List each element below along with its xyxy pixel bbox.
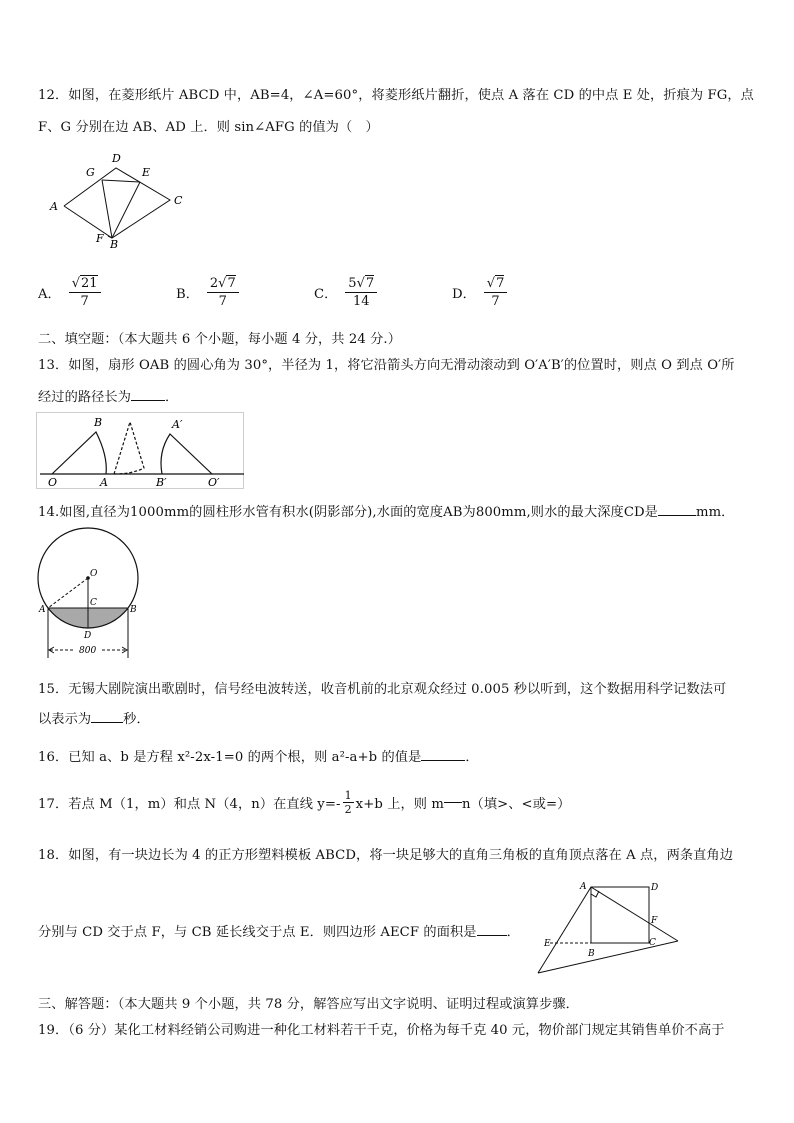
q14-text-end: mm． xyxy=(695,505,735,520)
q12-label-b: B xyxy=(110,238,119,250)
q18-label-f: F xyxy=(651,916,658,926)
q12-option-b-den: 7 xyxy=(218,294,227,309)
q13-label-b: B xyxy=(94,416,103,429)
q13-label-a: A xyxy=(100,476,108,489)
q15-line2 xyxy=(38,708,150,727)
q14-text: 14.如图,直径为1000mm的圆柱形水管有积水(阴影部分),水面的宽度AB为800mm,则水的最大深度CD是 xyxy=(38,505,658,520)
q12-option-a-den: 7 xyxy=(80,294,89,309)
q18-line1: 18．如图，有一块边长为 4 的正方形塑料模板 ABCD，将一块足够大的直角三角板的直角顶点落在 A 点，两条直角边 xyxy=(38,848,734,863)
q12-option-c: C． $\frac{5√7}{14}$ xyxy=(314,276,377,309)
q12-option-d-label: D． xyxy=(452,287,476,302)
q18-line2-text: 分别与 CD 交于点 F，与 CB 延长线交于点 E．则四边形 AECF 的面积是 xyxy=(38,925,477,940)
q14-label-o: O xyxy=(90,569,98,579)
q19-line1: 19．（6 分）某化工材料经销公司购进一种化工材料若干千克，价格为每千克 40 元，物价部门规定其销售单价不高于 xyxy=(38,1023,725,1038)
q12-label-c: C xyxy=(174,194,183,207)
q13-sector-figure xyxy=(36,412,248,492)
q15-line1: 15．无锡大剧院演出歌剧时，信号经电波转送，收音机前的北京观众经过 0.005 秒以听到，这个数据用科学记数法可 xyxy=(38,682,727,697)
q14-line xyxy=(38,501,734,520)
q12-label-f: F xyxy=(96,232,104,245)
q12-label-a: A xyxy=(50,200,58,213)
q12-option-b-coef: 2 xyxy=(209,276,219,291)
q12-option-a-root: 21 xyxy=(81,276,98,291)
section2-heading: 二、填空题：（本大题共 6 个小题，每小题 4 分，共 24 分.） xyxy=(38,332,402,347)
q13-answer-blank xyxy=(131,400,165,401)
q17-text-mid: x+b 上，则 m xyxy=(355,797,444,812)
q12-option-b-root: 7 xyxy=(227,276,236,291)
q12-option-a: A． $\frac{√21}{7}$ xyxy=(38,276,101,309)
q13-label-bp: B′ xyxy=(156,476,167,489)
q18-label-b: B xyxy=(588,949,595,959)
q17-fraction xyxy=(343,789,354,816)
q13-line2-end: ． xyxy=(165,390,179,405)
q12-option-c-label: C． xyxy=(314,287,338,302)
q12-rhombus-figure xyxy=(48,150,188,250)
q13-line2-text: 经过的路径长为 xyxy=(38,390,132,405)
q12-line1: 12．如图，在菱形纸片 ABCD 中，AB=4，∠A=60°，将菱形纸片翻折，使点 A 落在 CD 的中点 E 处，折痕为 FG，点 xyxy=(38,88,754,103)
q12-label-e: E xyxy=(142,166,151,179)
q17-frac-den: 2 xyxy=(344,803,352,816)
q12-option-c-coef: 5 xyxy=(348,276,357,291)
q16-text-end: ． xyxy=(465,750,479,765)
q18-label-c: C xyxy=(649,938,656,948)
q14-label-c: C xyxy=(90,598,97,608)
q17-text: 17．若点 M（1，m）和点 N（4，n）在直线 y=- xyxy=(38,797,341,812)
q12-option-d-den: 7 xyxy=(491,294,500,309)
q18-line2 xyxy=(38,921,520,940)
q13-line2 xyxy=(38,386,178,405)
q14-label-b: B xyxy=(130,605,137,615)
q15-line2-text: 以表示为 xyxy=(38,712,92,727)
q12-option-c-den: 14 xyxy=(352,294,370,309)
q15-answer-blank xyxy=(91,722,123,723)
q17-answer-blank xyxy=(444,802,462,803)
q13-label-o: O xyxy=(48,476,58,489)
q13-line1: 13．如图，扇形 OAB 的圆心角为 30°，半径为 1，将它沿箭头方向无滑动滚动到 O′A′B′的位置时，则点 O 到点 O′所 xyxy=(38,358,735,373)
q14-answer-blank xyxy=(658,515,696,516)
q12-option-a-label: A． xyxy=(38,287,61,302)
q14-width-label: 800 xyxy=(79,646,97,656)
q17-frac-num: 1 xyxy=(344,789,352,802)
section3-heading: 三、解答题：（本大题共 9 个小题，共 78 分，解答应写出文字说明、证明过程或演算步骤． xyxy=(38,997,579,1012)
q18-square-figure xyxy=(530,876,685,978)
q16-line xyxy=(38,746,479,765)
q12-option-c-root: 7 xyxy=(365,276,375,291)
q18-label-e: E xyxy=(544,939,551,949)
q12-label-d: D xyxy=(112,152,121,165)
q18-label-d: D xyxy=(651,883,659,893)
q14-label-a: A xyxy=(39,605,46,615)
q15-line2-end: 秒． xyxy=(123,712,150,727)
q12-label-g: G xyxy=(86,166,95,179)
q18-answer-blank xyxy=(477,935,507,936)
q12-option-b: B． $\frac{2√7}{7}$ xyxy=(176,276,239,309)
q12-option-d-root: 7 xyxy=(496,276,505,291)
q16-text: 16．已知 a、b 是方程 x²-2x-1=0 的两个根，则 a²-a+b 的值是 xyxy=(38,750,422,765)
q16-answer-blank xyxy=(421,760,465,761)
q12-option-d: D． $\frac{√7}{7}$ xyxy=(452,276,507,309)
q17-text-end: n（填>、<或=） xyxy=(461,797,571,812)
q18-label-a: A xyxy=(580,882,587,892)
q17-line xyxy=(38,789,570,816)
q14-pipe-figure xyxy=(36,524,146,664)
q14-label-d: D xyxy=(84,631,92,641)
q12-line2: F、G 分别在边 AB、AD 上．则 sin∠AFG 的值为（ ） xyxy=(38,120,379,135)
q13-label-op: O′ xyxy=(208,476,220,489)
q12-option-b-label: B． xyxy=(176,287,199,302)
q13-label-ap: A′ xyxy=(172,418,183,431)
q18-line2-end: ． xyxy=(506,925,520,940)
